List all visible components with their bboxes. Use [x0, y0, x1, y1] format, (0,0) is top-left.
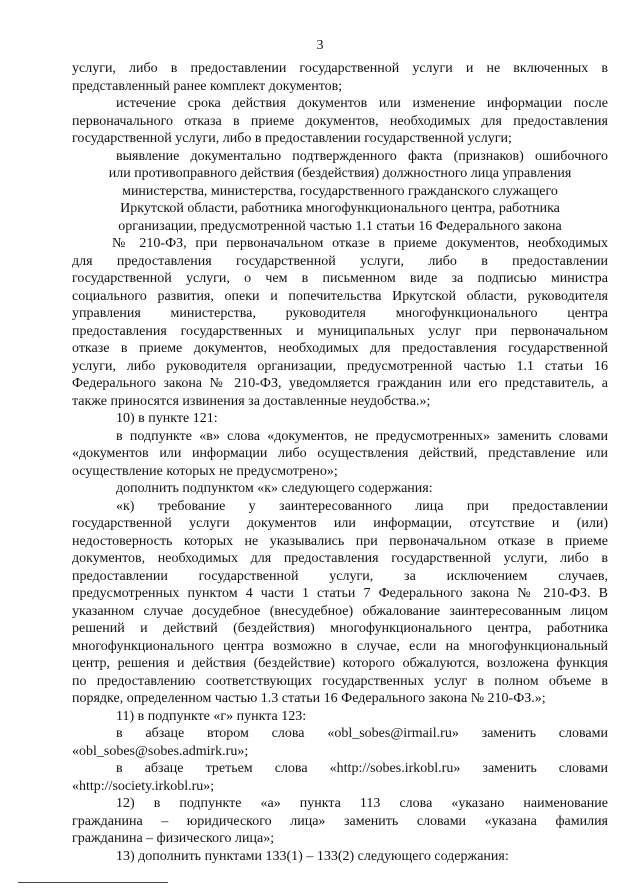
text-line: в абзаце втором слова «obl_sobes@irmail.ru» заменить словами: [116, 726, 608, 741]
text-line: решений и действий (бездействия) многофункционального центра, работника: [72, 621, 608, 636]
text-line: предоставления государственных и муниципальных услуг при первоначальном: [72, 323, 608, 339]
text-line: Иркутской области, работника многофункционального центра, работника: [120, 201, 560, 216]
text-line: государственной услуги документов или информации, отсутствие и (или): [72, 516, 608, 531]
text-line: документов, необходимых для предоставления государственной услуги, либо в: [72, 551, 608, 566]
text-line: Федерального закона № 210-ФЗ, уведомляется гражданин или его представитель, а: [72, 376, 608, 391]
text-line: указанном случае досудебное (внесудебное) обжалование заинтересованным лицом: [72, 603, 608, 619]
text-line: 13) дополнить пунктами 133(1) – 133(2) следующего содержания:: [116, 848, 509, 864]
text-line: дополнить подпунктом «к» следующего содержания:: [116, 481, 433, 496]
text-line: 10) в пункте 121:: [116, 411, 218, 426]
text-line: министерства, министерства, государственного гражданского служащего: [122, 183, 558, 199]
text-line: 12) в подпункте «а» пункта 113 слова «указано наименование: [116, 796, 608, 811]
text-line: гражданина – физического лица»;: [72, 831, 275, 846]
text-line: «к) требование у заинтересованного лица при предоставлении: [116, 498, 608, 514]
footnote-rule: [18, 882, 168, 883]
text-line: социального развития, опеки и попечительства Иркутской области, руководителя: [72, 288, 608, 304]
text-line: осуществление которых не предусмотрено»;: [72, 463, 338, 479]
text-line: в подпункте «в» слова «документов, не предусмотренных» заменить словами: [116, 428, 608, 444]
text-line: или противоправного действия (бездействия) должностного лица управления: [108, 166, 572, 181]
text-line: услуги, либо в предоставлении государственной услуги и не включенных в: [72, 61, 608, 76]
text-line: услуги, либо руководителя организации, предусмотренной частью 1.1 статьи 16: [72, 358, 608, 374]
document-body: [72, 60, 608, 865]
text-line: также приносятся извинения за доставленные неудобства.»;: [72, 393, 431, 409]
text-line: гражданина – юридического лица» заменить словами «указана фамилия: [72, 813, 608, 829]
text-line: государственной услуги, о чем в письменном виде за подписью министра: [72, 271, 608, 286]
text-line: предусмотренных пунктом 4 части 1 статьи 7 Федерального закона № 210-ФЗ. В: [72, 586, 608, 601]
text-line: «http://society.irkobl.ru»;: [72, 778, 215, 794]
text-line: управления министерства, руководителя многофункционального центра: [72, 306, 608, 321]
text-line: для предоставления государственной услуги, либо в предоставлении: [72, 253, 608, 269]
text-line: № 210-ФЗ, при первоначальном отказе в приеме документов, необходимых: [112, 236, 608, 251]
page-number: 3: [316, 38, 324, 53]
text-line: порядке, определенном частью 1.3 статьи 16 Федерального закона № 210-ФЗ.»;: [72, 691, 546, 706]
text-line: истечение срока действия документов или изменение информации после: [116, 96, 608, 111]
text-line: организации, предусмотренной частью 1.1 статьи 16 Федерального закона: [118, 218, 562, 234]
text-line: выявление документально подтвержденного факта (признаков) ошибочного: [116, 148, 608, 164]
text-line: предоставлении государственной услуги, за исключением случаев,: [72, 568, 608, 584]
text-line: «obl_sobes@sobes.admirk.ru»;: [72, 743, 249, 759]
text-line: «документов или информации либо осуществления действий, представление или: [72, 446, 608, 461]
text-line: представленный ранее комплект документов;: [72, 78, 343, 94]
text-line: первоначального отказа в приеме документов, необходимых для предоставления: [72, 113, 608, 129]
text-line: в абзаце третьем слова «http://sobes.irkobl.ru» заменить словами: [116, 761, 608, 776]
text-line: государственной услуги, либо в предоставлении государственной услуги;: [72, 131, 512, 146]
text-line: многофункционального центра возможно в случае, если на многофункциональный: [72, 638, 608, 654]
text-line: центр, решения и действия (бездействие) которого обжалуются, возложена функция: [72, 656, 608, 671]
text-line: недостоверность которых не указывались при первоначальном отказе в приеме: [72, 533, 608, 549]
text-line: отказе в приеме документов, необходимых для предоставления государственной: [72, 341, 608, 356]
text-line: по предоставлению соответствующих государственных услуг в полном объеме в: [72, 673, 608, 689]
text-line: 11) в подпункте «г» пункта 123:: [116, 708, 307, 724]
